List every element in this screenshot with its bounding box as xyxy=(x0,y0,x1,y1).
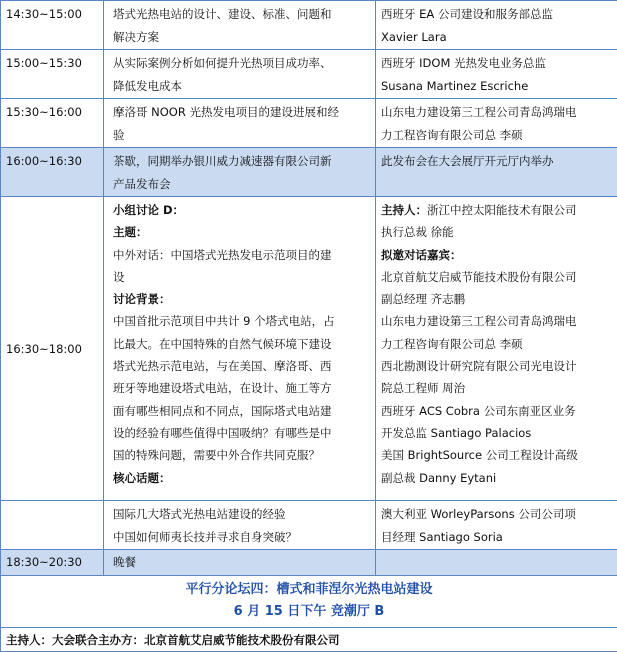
topic-line: 从实际案例分析如何提升光热项目成功率、 xyxy=(113,52,371,75)
speaker-cell xyxy=(376,501,617,550)
discussion-speaker-cell xyxy=(376,197,617,501)
background-line: 设的经验有哪些值得中国吸纳？有哪些是中 xyxy=(113,422,371,444)
agenda-row-core-topics xyxy=(1,501,617,550)
topic-line: 产品发布会 xyxy=(113,173,371,196)
core-topics-cell xyxy=(104,501,376,550)
time-cell xyxy=(1,1,104,50)
speaker-cell xyxy=(376,148,617,197)
guests-label: 拟邀对话嘉宾： xyxy=(381,244,613,266)
speaker-line: 西班牙 EA 公司建设和服务部总监 xyxy=(381,3,613,26)
topic-line: 摩洛哥 NOOR 光热发电项目的建设进展和经 xyxy=(113,101,371,124)
guest-line: 副总经理 齐志鹏 xyxy=(381,288,613,310)
dinner-label: 晚餐 xyxy=(113,552,371,572)
dialogue-line: 中外对话：中国塔式光热发电示范项目的建 xyxy=(113,244,371,266)
dinner-cell xyxy=(104,550,376,576)
guest-line: 美国 BrightSource 公司工程设计高级 xyxy=(381,444,613,466)
speaker-cell xyxy=(376,50,617,99)
speaker-line: Xavier Lara xyxy=(381,26,613,49)
guest-line: 西北勘测设计研究院有限公司光电设计 xyxy=(381,355,613,377)
speaker-line: 澳大利亚 WorleyParsons 公司公司项 xyxy=(381,503,613,526)
topic-line: 降低发电成本 xyxy=(113,75,371,98)
footer-cell xyxy=(1,628,617,652)
agenda-row-dinner xyxy=(1,550,617,576)
time-cell xyxy=(1,501,104,550)
time-text: 18:30~20:30 xyxy=(6,552,99,572)
theme-label: 主题： xyxy=(113,221,371,243)
time-cell xyxy=(1,50,104,99)
background-line: 中国首批示范项目中共计 9 个塔式电站，占 xyxy=(113,310,371,332)
topic-cell xyxy=(104,148,376,197)
background-line: 面有哪些相同点和不同点，国际塔式电站建 xyxy=(113,400,371,422)
group-label: 小组讨论 D： xyxy=(113,199,371,221)
speaker-line: 西班牙 IDOM 光热发电业务总监 xyxy=(381,52,613,75)
discussion-topic-cell xyxy=(104,197,376,501)
time-text: 15:00~15:30 xyxy=(6,52,99,75)
time-cell xyxy=(1,550,104,576)
guest-line: 西班牙 ACS Cobra 公司东南亚区业务 xyxy=(381,400,613,422)
speaker-line: 此发布会在大会展厅开元厅内举办 xyxy=(381,150,613,173)
agenda-row xyxy=(1,1,617,50)
topic-cell xyxy=(104,50,376,99)
time-cell xyxy=(1,99,104,148)
forum-title: 平行分论坛四：槽式和菲涅尔光热电站建设 xyxy=(5,579,613,601)
topic-cell xyxy=(104,99,376,148)
guest-line: 开发总监 Santiago Palacios xyxy=(381,422,613,444)
dialogue-line: 设 xyxy=(113,266,371,288)
speaker-line: Susana Martinez Escriche xyxy=(381,75,613,98)
core-topic-line: 中国如何师夷长技并寻求自身突破？ xyxy=(113,526,371,549)
speaker-line: 山东电力建设第三工程公司青岛鸿瑞电 xyxy=(381,101,613,124)
background-line: 比最大。在中国特殊的自然气候环境下建设 xyxy=(113,333,371,355)
host-line: 浙江中控太阳能技术有限公司 xyxy=(427,203,577,217)
guest-line: 力工程咨询有限公司总 李硕 xyxy=(381,333,613,355)
topic-cell xyxy=(104,1,376,50)
speaker-line: 目经理 Santiago Soria xyxy=(381,526,613,549)
time-text: 14:30~15:00 xyxy=(6,3,99,26)
agenda-row-tea-break xyxy=(1,148,617,197)
forum-header-row xyxy=(1,576,617,628)
background-line: 塔式光热示范电站，与在美国、摩洛哥、西 xyxy=(113,355,371,377)
topic-line: 解决方案 xyxy=(113,26,371,49)
time-text: 16:00~16:30 xyxy=(6,150,99,173)
host-line: 执行总裁 徐能 xyxy=(381,221,613,243)
guest-line: 山东电力建设第三工程公司青岛鸿瑞电 xyxy=(381,310,613,332)
time-cell xyxy=(1,148,104,197)
guest-line: 院总工程师 周治 xyxy=(381,377,613,399)
guest-line: 副总裁 Danny Eytani xyxy=(381,467,613,489)
speaker-cell xyxy=(376,99,617,148)
background-label: 讨论背景： xyxy=(113,288,371,310)
speaker-line: 力工程咨询有限公司总 李硕 xyxy=(381,124,613,147)
guest-line: 北京首航艾启威节能技术股份有限公司 xyxy=(381,266,613,288)
forum-header-cell xyxy=(1,576,617,628)
footer-row xyxy=(1,628,617,652)
agenda-row-discussion xyxy=(1,197,617,501)
footer-host-text: 主持人：大会联合主办方：北京首航艾启威节能技术股份有限公司 xyxy=(6,630,613,650)
topic-line: 验 xyxy=(113,124,371,147)
speaker-cell xyxy=(376,550,617,576)
host-label: 主持人： xyxy=(381,203,427,217)
time-text: 15:30~16:00 xyxy=(6,101,99,124)
forum-subtitle: 6 月 15 日下午 竞潮厅 B xyxy=(5,601,613,623)
core-topics-label: 核心话题： xyxy=(113,467,371,489)
time-cell xyxy=(1,197,104,501)
topic-line: 茶歇，同期举办银川威力减速器有限公司新 xyxy=(113,150,371,173)
time-text: 16:30~18:00 xyxy=(6,338,99,361)
background-line: 国的特殊问题，需要中外合作共同克服？ xyxy=(113,444,371,466)
speaker-cell xyxy=(376,1,617,50)
topic-line: 塔式光热电站的设计、建设、标准、问题和 xyxy=(113,3,371,26)
agenda-row xyxy=(1,99,617,148)
agenda-row xyxy=(1,50,617,99)
background-line: 班牙等地建设塔式电站，在设计、施工等方 xyxy=(113,377,371,399)
core-topic-line: 国际几大塔式光热电站建设的经验 xyxy=(113,503,371,526)
